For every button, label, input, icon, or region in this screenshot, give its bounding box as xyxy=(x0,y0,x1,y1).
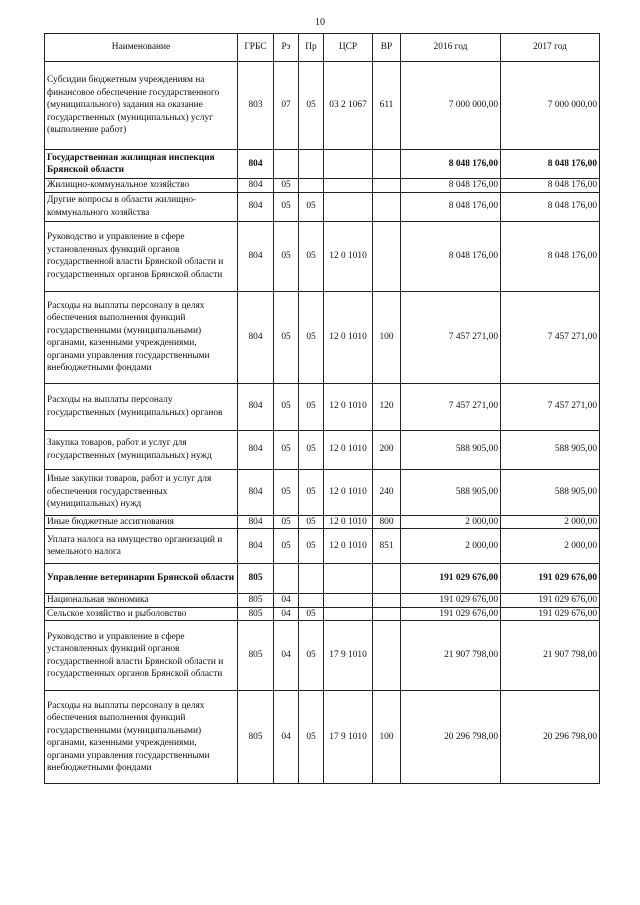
row-amount-2017: 8 048 176,00 xyxy=(501,221,600,291)
row-amount-2017: 191 029 676,00 xyxy=(501,607,600,621)
row-rz: 04 xyxy=(274,607,299,621)
header-pr: Пр xyxy=(299,34,324,62)
row-amount-2017: 7 457 271,00 xyxy=(501,383,600,430)
row-rz xyxy=(274,564,299,594)
row-name: Уплата налога на имущество организаций и земельного налога xyxy=(45,529,238,564)
row-grbs: 805 xyxy=(238,607,274,621)
row-amount-2017: 7 000 000,00 xyxy=(501,62,600,150)
table-header-row xyxy=(45,34,600,62)
row-grbs: 805 xyxy=(238,564,274,594)
row-rz: 05 xyxy=(274,469,299,515)
row-amount-2016: 2 000,00 xyxy=(401,515,501,529)
row-amount-2017: 8 048 176,00 xyxy=(501,192,600,221)
row-amount-2017: 21 907 798,00 xyxy=(501,621,600,691)
row-amount-2017: 2 000,00 xyxy=(501,529,600,564)
row-csr: 17 9 1010 xyxy=(324,621,373,691)
row-name: Расходы на выплаты персоналу в целях обеспечения выполнения функций государственными (муниципальными) органами, казенными учреждениями, органами управления государственными внебюджетными фондами xyxy=(45,291,238,383)
row-vr xyxy=(373,150,401,179)
row-name: Сельское хозяйство и рыболовство xyxy=(45,607,238,621)
page-number: 10 xyxy=(315,17,325,28)
row-amount-2016: 21 907 798,00 xyxy=(401,621,501,691)
row-pr xyxy=(299,179,324,193)
header-rz: Рз xyxy=(274,34,299,62)
row-rz: 04 xyxy=(274,691,299,784)
row-grbs: 804 xyxy=(238,515,274,529)
table-row xyxy=(45,221,600,291)
row-rz: 04 xyxy=(274,621,299,691)
row-amount-2017: 588 905,00 xyxy=(501,430,600,469)
row-amount-2016: 191 029 676,00 xyxy=(401,607,501,621)
row-name: Иные бюджетные ассигнования xyxy=(45,515,238,529)
row-csr: 12 0 1010 xyxy=(324,430,373,469)
row-vr xyxy=(373,564,401,594)
row-amount-2016: 8 048 176,00 xyxy=(401,150,501,179)
table-row xyxy=(45,383,600,430)
row-amount-2016: 191 029 676,00 xyxy=(401,564,501,594)
row-amount-2017: 8 048 176,00 xyxy=(501,150,600,179)
row-grbs: 804 xyxy=(238,529,274,564)
row-amount-2017: 8 048 176,00 xyxy=(501,179,600,193)
row-csr: 12 0 1010 xyxy=(324,221,373,291)
row-rz: 05 xyxy=(274,529,299,564)
row-amount-2017: 7 457 271,00 xyxy=(501,291,600,383)
table-row xyxy=(45,179,600,193)
header-2017: 2017 год xyxy=(501,34,600,62)
table-row xyxy=(45,291,600,383)
row-vr: 240 xyxy=(373,469,401,515)
row-vr xyxy=(373,179,401,193)
row-name: Руководство и управление в сфере установленных функций органов государственной власти Брянской области и государственных органов Брянской области xyxy=(45,621,238,691)
row-rz: 05 xyxy=(274,430,299,469)
row-amount-2016: 588 905,00 xyxy=(401,469,501,515)
row-amount-2016: 191 029 676,00 xyxy=(401,594,501,608)
row-rz: 05 xyxy=(274,383,299,430)
table-row xyxy=(45,594,600,608)
row-rz: 05 xyxy=(274,221,299,291)
row-csr xyxy=(324,607,373,621)
row-grbs: 805 xyxy=(238,594,274,608)
row-name: Иные закупки товаров, работ и услуг для обеспечения государственных (муниципальных) нужд xyxy=(45,469,238,515)
row-name: Закупка товаров, работ и услуг для государственных (муниципальных) нужд xyxy=(45,430,238,469)
row-csr: 12 0 1010 xyxy=(324,469,373,515)
row-pr xyxy=(299,150,324,179)
table-row xyxy=(45,607,600,621)
row-grbs: 805 xyxy=(238,621,274,691)
table-row xyxy=(45,62,600,150)
header-grbs: ГРБС xyxy=(238,34,274,62)
table-row xyxy=(45,621,600,691)
row-pr: 05 xyxy=(299,607,324,621)
row-rz: 05 xyxy=(274,192,299,221)
header-name: Наименование xyxy=(45,34,238,62)
table-row xyxy=(45,192,600,221)
table-row xyxy=(45,691,600,784)
row-vr: 200 xyxy=(373,430,401,469)
row-grbs: 805 xyxy=(238,691,274,784)
row-name: Руководство и управление в сфере установленных функций органов государственной власти Брянской области и государственных органов Брянской области xyxy=(45,221,238,291)
row-csr: 12 0 1010 xyxy=(324,383,373,430)
row-amount-2017: 2 000,00 xyxy=(501,515,600,529)
row-pr: 05 xyxy=(299,221,324,291)
row-csr: 03 2 1067 xyxy=(324,62,373,150)
row-csr xyxy=(324,564,373,594)
row-vr: 100 xyxy=(373,291,401,383)
row-vr: 800 xyxy=(373,515,401,529)
row-csr: 12 0 1010 xyxy=(324,291,373,383)
row-pr: 05 xyxy=(299,291,324,383)
row-pr: 05 xyxy=(299,430,324,469)
row-pr xyxy=(299,564,324,594)
row-name: Субсидии бюджетным учреждениям на финансовое обеспечение государственного (муниципального) задания на оказание государственных (муниципальных) услуг (выполнение работ) xyxy=(45,62,238,150)
row-amount-2016: 8 048 176,00 xyxy=(401,221,501,291)
row-pr: 05 xyxy=(299,62,324,150)
row-pr: 05 xyxy=(299,383,324,430)
row-grbs: 804 xyxy=(238,430,274,469)
row-pr: 05 xyxy=(299,192,324,221)
row-name: Расходы на выплаты персоналу государственных (муниципальных) органов xyxy=(45,383,238,430)
row-vr xyxy=(373,192,401,221)
row-amount-2016: 2 000,00 xyxy=(401,529,501,564)
row-grbs: 804 xyxy=(238,469,274,515)
row-csr xyxy=(324,594,373,608)
row-name: Другие вопросы в области жилищно-коммунального хозяйства xyxy=(45,192,238,221)
row-amount-2016: 8 048 176,00 xyxy=(401,179,501,193)
row-vr xyxy=(373,621,401,691)
row-pr: 05 xyxy=(299,515,324,529)
row-grbs: 804 xyxy=(238,150,274,179)
row-pr: 05 xyxy=(299,469,324,515)
row-csr xyxy=(324,192,373,221)
table-row xyxy=(45,529,600,564)
table-row xyxy=(45,515,600,529)
row-vr xyxy=(373,607,401,621)
row-grbs: 804 xyxy=(238,221,274,291)
table-row xyxy=(45,564,600,594)
row-vr: 100 xyxy=(373,691,401,784)
row-amount-2016: 7 457 271,00 xyxy=(401,383,501,430)
row-name: Жилищно-коммунальное хозяйство xyxy=(45,179,238,193)
row-grbs: 804 xyxy=(238,383,274,430)
row-pr xyxy=(299,594,324,608)
header-2016: 2016 год xyxy=(401,34,501,62)
row-pr: 05 xyxy=(299,621,324,691)
row-pr: 05 xyxy=(299,529,324,564)
row-grbs: 804 xyxy=(238,179,274,193)
row-amount-2017: 20 296 798,00 xyxy=(501,691,600,784)
row-rz: 05 xyxy=(274,515,299,529)
row-amount-2017: 588 905,00 xyxy=(501,469,600,515)
row-amount-2016: 588 905,00 xyxy=(401,430,501,469)
table-row xyxy=(45,150,600,179)
row-amount-2017: 191 029 676,00 xyxy=(501,564,600,594)
row-grbs: 804 xyxy=(238,192,274,221)
row-vr: 851 xyxy=(373,529,401,564)
row-csr xyxy=(324,150,373,179)
budget-table xyxy=(44,33,600,784)
table-row xyxy=(45,469,600,515)
row-amount-2017: 191 029 676,00 xyxy=(501,594,600,608)
row-csr xyxy=(324,179,373,193)
row-csr: 12 0 1010 xyxy=(324,529,373,564)
row-amount-2016: 7 457 271,00 xyxy=(401,291,501,383)
row-vr: 120 xyxy=(373,383,401,430)
row-csr: 17 9 1010 xyxy=(324,691,373,784)
row-name: Национальная экономика xyxy=(45,594,238,608)
row-pr: 05 xyxy=(299,691,324,784)
row-rz xyxy=(274,150,299,179)
row-amount-2016: 8 048 176,00 xyxy=(401,192,501,221)
row-amount-2016: 20 296 798,00 xyxy=(401,691,501,784)
row-grbs: 804 xyxy=(238,291,274,383)
row-rz: 05 xyxy=(274,179,299,193)
row-csr: 12 0 1010 xyxy=(324,515,373,529)
row-rz: 04 xyxy=(274,594,299,608)
header-vr: ВР xyxy=(373,34,401,62)
header-csr: ЦСР xyxy=(324,34,373,62)
row-vr: 611 xyxy=(373,62,401,150)
row-name: Государственная жилищная инспекция Брянской области xyxy=(45,150,238,179)
row-vr xyxy=(373,594,401,608)
row-name: Расходы на выплаты персоналу в целях обеспечения выполнения функций государственными (муниципальными) органами, казенными учреждениями, органами управления государственными внебюджетными фондами xyxy=(45,691,238,784)
row-rz: 07 xyxy=(274,62,299,150)
row-rz: 05 xyxy=(274,291,299,383)
row-amount-2016: 7 000 000,00 xyxy=(401,62,501,150)
row-name: Управление ветеринарии Брянской области xyxy=(45,564,238,594)
row-vr xyxy=(373,221,401,291)
table-row xyxy=(45,430,600,469)
row-grbs: 803 xyxy=(238,62,274,150)
